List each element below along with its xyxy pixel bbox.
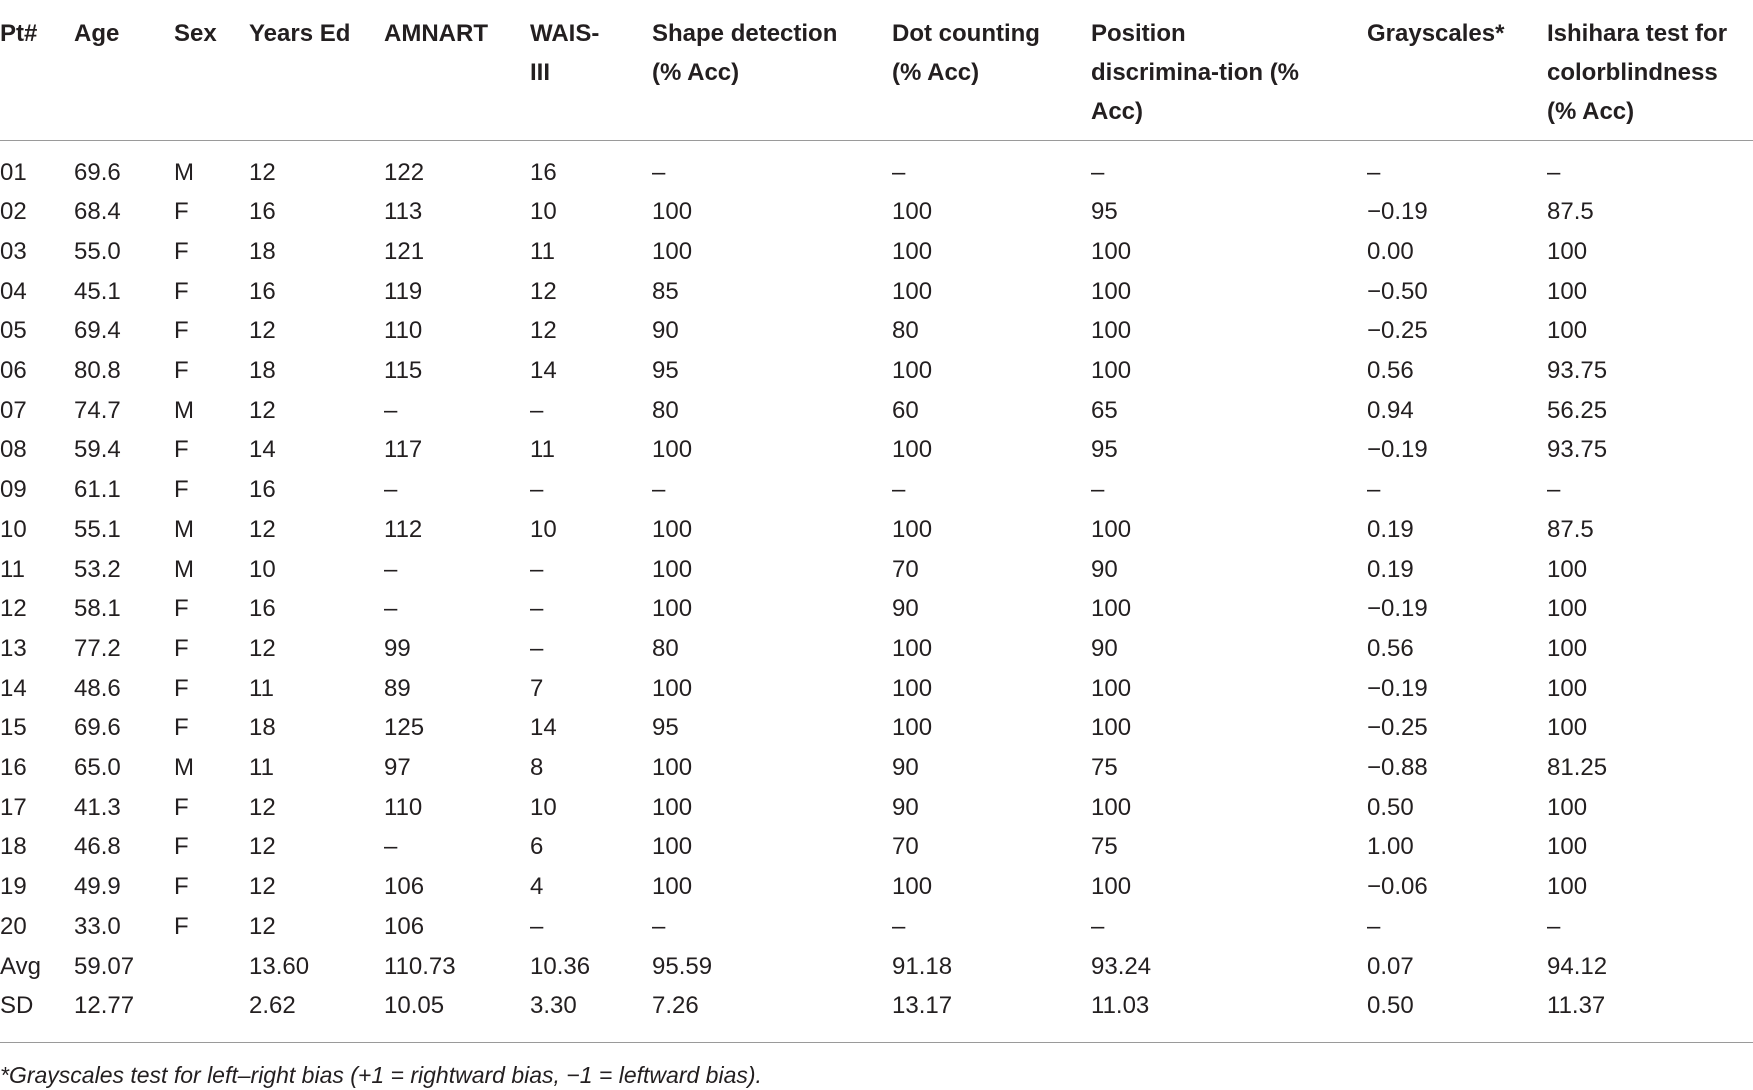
table-cell: 94.12 [1547,952,1608,980]
table-cell: 100 [652,873,693,901]
table-cell: M [174,754,194,782]
table-cell: 99 [384,634,411,662]
table-cell: 122 [384,158,425,186]
table-cell: 100 [892,873,933,901]
table-cell: 90 [892,754,919,782]
table-cell: – [892,158,906,186]
table-cell: −0.25 [1367,714,1428,742]
table-row [0,430,1753,470]
table-cell: 95 [652,357,679,385]
table-cell: 100 [892,515,933,543]
table-cell: 12 [249,317,276,345]
table-cell: 49.9 [74,873,121,901]
table-cell: 80 [652,396,679,424]
table-cell: 56.25 [1547,396,1608,424]
table-row [0,510,1753,550]
table-cell: 13.60 [249,952,310,980]
table-cell: 53.2 [74,555,121,583]
table-cell: – [384,476,398,504]
table-row [0,550,1753,590]
table-cell: 55.1 [74,515,121,543]
table-cell: F [174,873,189,901]
table-cell: – [652,158,666,186]
table-cell: F [174,317,189,345]
table-cell: 0.56 [1367,357,1414,385]
table-cell: 4 [530,873,544,901]
table-row [0,589,1753,629]
table-row [0,391,1753,431]
table-cell: 100 [892,674,933,702]
table-cell: M [174,515,194,543]
table-cell: 100 [1091,873,1132,901]
table-cell: 12 [530,317,557,345]
table-cell: 100 [1547,793,1588,821]
table-cell: 100 [892,436,933,464]
table-cell: 106 [384,873,425,901]
table-cell: 100 [1547,237,1588,265]
table-header [0,0,1753,140]
table-cell: 13 [0,634,27,662]
col-header-age: Age [74,20,120,47]
table-cell: M [174,396,194,424]
table-cell: 41.3 [74,793,121,821]
table-cell: 0.50 [1367,992,1414,1020]
table-cell: 77.2 [74,634,121,662]
table-row [0,192,1753,232]
table-cell: −0.19 [1367,674,1428,702]
table-cell: 55.0 [74,237,121,265]
table-cell: – [1091,158,1105,186]
table-cell: 100 [652,515,693,543]
table-cell: 115 [384,357,423,385]
table-cell: 100 [1091,515,1132,543]
table-row [0,947,1753,987]
table-cell: M [174,555,194,583]
table-cell: F [174,277,189,305]
table-cell: 119 [384,277,423,305]
table-cell: 12 [249,833,276,861]
table-cell: 68.4 [74,198,121,226]
table-row [0,351,1753,391]
table-cell: – [892,912,906,940]
table-cell: 100 [652,674,693,702]
table-cell: 0.19 [1367,515,1414,543]
table-cell: 100 [892,237,933,265]
table-cell: 95 [1091,198,1118,226]
table-cell: −0.50 [1367,277,1428,305]
table-cell: 03 [0,237,27,265]
table-cell: 100 [1547,833,1588,861]
footnote: *Grayscales test for left–right bias (+1 = rightward bias, −1 = leftward bias). [0,1062,762,1088]
table-cell: 61.1 [74,476,121,504]
table-cell: F [174,357,189,385]
table-cell: 87.5 [1547,198,1594,226]
table-cell: 06 [0,357,27,385]
table-cell: 14 [530,714,557,742]
table-cell: 100 [892,357,933,385]
col-header-amnart: AMNART [384,20,488,47]
table-cell: 17 [0,793,27,821]
table-cell [174,947,249,987]
table-cell: F [174,833,189,861]
table-cell: 3.30 [530,992,577,1020]
col-header-years-ed: Years Ed [249,20,351,47]
table-cell: 12 [249,873,276,901]
table-cell: 10 [530,515,557,543]
table-cell: – [652,912,666,940]
table-cell: 12 [249,793,276,821]
table-cell: 12.77 [74,992,135,1020]
table-cell: 59.07 [74,952,135,980]
table-cell: 0.19 [1367,555,1414,583]
table-cell: 90 [892,595,919,623]
table-cell: F [174,912,189,940]
table-cell: 10.36 [530,952,591,980]
table-cell: 91.18 [892,952,953,980]
table-cell: 90 [1091,634,1118,662]
table-cell: 0.94 [1367,396,1414,424]
table-cell: 59.4 [74,436,121,464]
table-cell: 12 [249,158,276,186]
table-cell: 14 [530,357,557,385]
table-row [0,311,1753,351]
table-cell: 100 [892,198,933,226]
table-cell: 81.25 [1547,754,1608,782]
table-cell: 0.07 [1367,952,1414,980]
table-cell: – [892,476,906,504]
table-cell: 112 [384,515,423,543]
table-cell: 18 [249,357,276,385]
table-row [0,708,1753,748]
table-row [0,470,1753,510]
table-cell: 13.17 [892,992,953,1020]
table-cell: 12 [249,912,276,940]
table-cell: 93.75 [1547,357,1608,385]
table-cell: 90 [892,793,919,821]
table-cell: F [174,674,189,702]
table-cell: −0.19 [1367,595,1428,623]
table-cell: 16 [249,277,276,305]
table-cell: 100 [1091,714,1132,742]
bottom-rule [0,1042,1753,1043]
table-cell: 95.59 [652,952,713,980]
col-header-grayscales: Grayscales* [1367,20,1505,47]
table-cell: 07 [0,396,27,424]
table-cell: 100 [1091,357,1132,385]
table-cell [174,986,249,1034]
table-cell: – [1547,158,1561,186]
table-cell: 12 [249,634,276,662]
table-cell: 100 [1547,634,1588,662]
table-cell: 100 [1547,873,1588,901]
table-body [0,140,1753,1034]
table-cell: 100 [1547,595,1588,623]
table-cell: M [174,158,194,186]
table-cell: 14 [249,436,276,464]
table-cell: F [174,595,189,623]
table-cell: – [530,396,544,424]
table-cell: 12 [530,277,557,305]
table-cell: F [174,198,189,226]
table-cell: – [1091,476,1105,504]
table-cell: F [174,793,189,821]
table-cell: – [530,476,544,504]
table-cell: 10 [249,555,276,583]
table-cell: 18 [0,833,27,861]
table-cell: 20 [0,912,27,940]
table-cell: 58.1 [74,595,121,623]
table-row [0,748,1753,788]
table-cell: 70 [892,555,919,583]
table-cell: 89 [384,674,411,702]
table-cell: 11.03 [1091,992,1150,1020]
table-cell: Avg [0,952,41,980]
table-cell: 100 [1091,237,1132,265]
table-cell: 100 [1091,595,1132,623]
table-cell: 100 [652,833,693,861]
table-cell: 1.00 [1367,833,1414,861]
table-cell: 100 [652,198,693,226]
table-cell: 33.0 [74,912,121,940]
table-cell: 0.56 [1367,634,1414,662]
table-cell: 113 [384,198,423,226]
header-row [0,0,1753,140]
table-cell: 100 [1547,277,1588,305]
table-cell: 15 [0,714,27,742]
table-cell: 70 [892,833,919,861]
table-row [0,232,1753,272]
table-cell: – [530,634,544,662]
table-cell: 16 [0,754,27,782]
table-cell: 90 [652,317,679,345]
table-cell: SD [0,992,34,1020]
table-cell: – [1367,912,1381,940]
table-cell: 97 [384,754,411,782]
table-cell: 11 [530,436,555,464]
table-cell: 16 [249,198,276,226]
table-cell: 10 [530,198,557,226]
table-cell: 18 [249,714,276,742]
table-cell: 12 [249,396,276,424]
table-cell: – [530,912,544,940]
table-cell: 48.6 [74,674,121,702]
table-row [0,827,1753,867]
table-cell: 65.0 [74,754,121,782]
table-cell: 100 [1091,317,1132,345]
table-cell: 01 [0,158,27,186]
table-cell: 95 [652,714,679,742]
table-cell: 69.6 [74,158,121,186]
table-cell: 100 [892,277,933,305]
table-cell: 80 [652,634,679,662]
table-cell: 8 [530,754,544,782]
table-cell: 11 [0,555,25,583]
table-cell: 74.7 [74,396,121,424]
table-cell: 14 [0,674,27,702]
table-cell: 100 [652,754,693,782]
table-row [0,986,1753,1034]
table-cell: 85 [652,277,679,305]
table-cell: −0.88 [1367,754,1428,782]
table-row [0,669,1753,709]
table-cell: 100 [1091,674,1132,702]
table-cell: 106 [384,912,425,940]
col-header-dot: Dot counting (% Acc) [892,20,1040,86]
table-cell: 100 [1547,555,1588,583]
table-cell: F [174,237,189,265]
col-header-shape: Shape detection (% Acc) [652,20,838,86]
table-cell: 46.8 [74,833,121,861]
table-cell: 95 [1091,436,1118,464]
table-cell: 93.75 [1547,436,1608,464]
table-cell: 10 [530,793,557,821]
table-cell: 90 [1091,555,1118,583]
table-cell: – [1547,912,1561,940]
table-cell: 45.1 [74,277,121,305]
table-cell: 75 [1091,754,1118,782]
table-cell: 125 [384,714,425,742]
table-cell: F [174,476,189,504]
table-row [0,272,1753,312]
table-cell: 100 [652,595,693,623]
table-cell: 69.6 [74,714,121,742]
table-row [0,140,1753,192]
col-header-wais: WAIS-III [530,20,600,86]
table-cell: – [1547,476,1561,504]
table-cell: −0.19 [1367,436,1428,464]
table-cell: 100 [652,436,693,464]
table-cell: 60 [892,396,919,424]
table-cell: 10.05 [384,992,445,1020]
table-row [0,629,1753,669]
table-cell: 117 [384,436,423,464]
table-cell: 110 [384,317,423,345]
table-cell: – [530,595,544,623]
table-cell: 04 [0,277,27,305]
table-cell: 110.73 [384,952,456,980]
table-cell: 100 [652,793,693,821]
table-cell: 100 [652,555,693,583]
col-header-sex: Sex [174,20,217,47]
table-cell: 65 [1091,396,1118,424]
table-cell: 75 [1091,833,1118,861]
table-cell: 09 [0,476,27,504]
col-header-ishihara: Ishihara test for colorblindness (% Acc) [1547,20,1728,125]
table-cell: 12 [249,515,276,543]
table-cell: 100 [1547,674,1588,702]
table-cell: – [384,595,398,623]
table-row [0,907,1753,947]
table-cell: 100 [1091,793,1132,821]
table-cell: 7.26 [652,992,699,1020]
table-cell: 93.24 [1091,952,1152,980]
table-cell: F [174,634,189,662]
table-cell: 0.00 [1367,237,1414,265]
table-cell: 11.37 [1547,992,1606,1020]
table-cell: – [1367,158,1381,186]
table-cell: – [384,833,398,861]
table-cell: −0.19 [1367,198,1428,226]
table-cell: 12 [0,595,27,623]
table-row [0,867,1753,907]
table-cell: 11 [530,237,555,265]
table-cell: – [1367,476,1381,504]
table-cell: 110 [384,793,423,821]
table-cell: −0.06 [1367,873,1428,901]
table-cell: 6 [530,833,544,861]
table-cell: 100 [1547,714,1588,742]
table-cell: 11 [249,754,274,782]
table-cell: 87.5 [1547,515,1594,543]
table-cell: 100 [892,714,933,742]
table-cell: 100 [652,237,693,265]
col-header-pt: Pt# [0,20,38,47]
table-cell: 10 [0,515,27,543]
table-cell: 100 [892,634,933,662]
table-cell: 19 [0,873,27,901]
table-cell: 18 [249,237,276,265]
table-cell: 2.62 [249,992,296,1020]
table-cell: 69.4 [74,317,121,345]
table-cell: 05 [0,317,27,345]
table-cell: −0.25 [1367,317,1428,345]
table-cell: – [1091,912,1105,940]
table-cell: – [384,396,398,424]
table-cell: 7 [530,674,544,702]
table-cell: F [174,714,189,742]
table-cell: 16 [530,158,557,186]
table-cell: 02 [0,198,27,226]
table-cell: – [530,555,544,583]
table-cell: 11 [249,674,274,702]
table-row [0,788,1753,828]
table-cell: 08 [0,436,27,464]
table-cell: 16 [249,476,276,504]
table-cell: 80.8 [74,357,121,385]
table-cell: – [652,476,666,504]
table-cell: 0.50 [1367,793,1414,821]
col-header-position: Position discrimina-tion (% Acc) [1091,20,1300,125]
table-cell: – [384,555,398,583]
table-cell: F [174,436,189,464]
table-cell: 80 [892,317,919,345]
table-cell: 100 [1547,317,1588,345]
table-cell: 16 [249,595,276,623]
table-cell: 121 [384,237,425,265]
table-cell: 100 [1091,277,1132,305]
